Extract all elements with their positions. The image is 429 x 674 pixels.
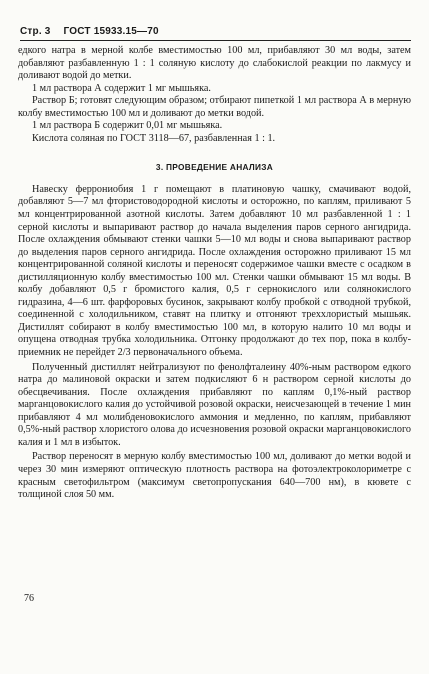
page-number: 76 [24,593,34,604]
page-number-label: Стр. 3 [20,26,51,37]
paragraph: Кислота соляная по ГОСТ 3118—67, разбавленная 1 : 1. [32,132,276,144]
page-header [20,26,169,37]
paragraph: едкого натра в мерной колбе вместимостью 100 мл, прибавляют 30 мл воды, затем добавляют разбавленную 1 : 1 соляную кислоту до слабокислой реакции по лакмусу и доливают водой до метки. [18,45,411,82]
paragraph: Раствор Б; готовят следующим образом; отбирают пипеткой 1 мл раствора А в мерную колбу вместимостью 100 мл и доливают до метки водой. [18,95,411,119]
paragraph: 1 мл раствора Б содержит 0,01 мг мышьяка. [32,120,223,132]
standard-id: ГОСТ 15933.15—70 [63,26,159,37]
header-divider [20,40,411,41]
paragraph: Раствор переносят в мерную колбу вместимостью 100 мл, доливают до метки водой и через 30 мин измеряют оптическую плотность раствора на фотоэлектроколориметре с красным светофильтром (максимум светопропускания 640—700 нм), в кювете с толщиной слоя 50 мм. [18,451,411,501]
paragraph: Полученный дистиллят нейтрализуют по фенолфталеину 40%-ным раствором едкого натра до малиновой окраски и затем подкисляют 6 н раствором серной кислоты до обесцвечивания. После охлаждения прибавляют по каплям 0,1%-ный раствор марганцовокислого калия до устойчивой розовой окраски, неисчезающей в течение 1 мин прибавляют 4 мл молибденовокислого аммония и медленно, по каплям, прибавляют 0,5%-ный раствор хлористого олова до исчезновения розовой окраски марганцовокислого калия и 1 мл в избыток. [18,361,411,448]
document-body [18,45,411,502]
section-heading: 3. ПРОВЕДЕНИЕ АНАЛИЗА [155,162,274,173]
paragraph: 1 мл раствора А содержит 1 мг мышьяка. [32,82,211,94]
paragraph: Навеску феррониобия 1 г помещают в платиновую чашку, смачивают водой, добавляют 5—7 мл фтористоводородной кислоты и осторожно, по каплям, приливают 5 мл концентрированной азотной кислоты. Затем добавляют 10 мл разбавленной 1 : 1 серной кислоты и выпаривают раствор до начала выделения паров серного ангидрида. После охлаждения обмывают стенки чашки 5—10 мл воды и снова выпаривают раствор до выделения паров серного ангидрида. После охлаждения осторожно приливают 15 мл концентрированной соляной кислоты и переносят содержимое чашки вместе с осадком в дистилляционную колбу вместимостью 100 мл. Стенки чашки обмывают 15 мл воды. В колбу добавляют 0,5 г бромистого калия, 0,5 г сернокислого или солянокислого гидразина, 4—6 шт. фарфоровых бусинок, закрывают колбу пробкой с отводной трубкой, соединенной с холодильником, ставят на плитку и отгоняют треххлористый мышьяк. Дистиллят собирают в колбу вместимостью 100 мл, в которую налито 10 мл воды и опущена отводная трубка холодильника. Отгонку продолжают до тех пор, пока в колбу-приемник не перейдет 2/3 первоначального объема. [18,183,411,359]
